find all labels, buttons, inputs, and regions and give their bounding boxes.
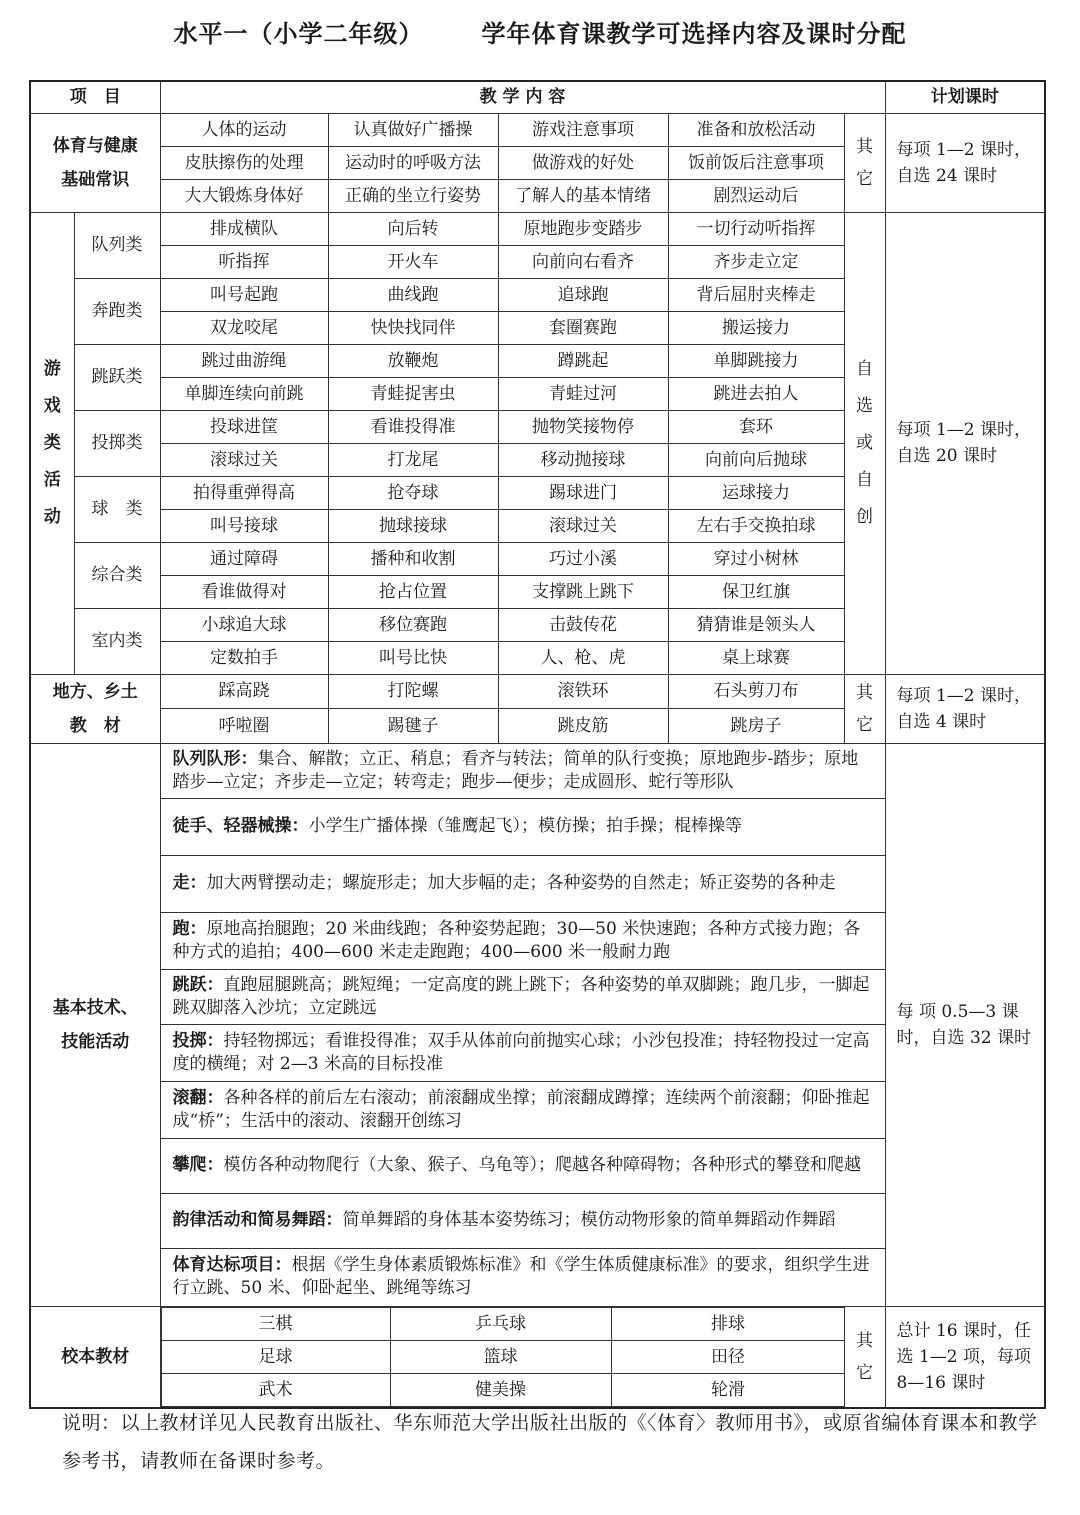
content-cell: 快快找同伴 <box>328 311 498 344</box>
content-cell: 向后转 <box>328 212 498 245</box>
content-cell: 呼啦圈 <box>160 709 328 744</box>
content-cell: 套环 <box>668 410 844 443</box>
category-health <box>30 113 160 212</box>
planned-hours <box>885 113 1045 212</box>
content-cell: 踢毽子 <box>328 709 498 744</box>
skill-item <box>160 1024 885 1081</box>
content-cell: 抢夺球 <box>328 476 498 509</box>
subcategory: 综合类 <box>74 542 160 608</box>
content-cell: 击鼓传花 <box>498 608 668 641</box>
skill-text: 持轻物掷远；看谁投得准；双手从体前向前抛实心球；小沙包投准；持轻物投过一定高度的横绳；对 2—3 米高的目标投准 <box>172 1030 870 1074</box>
content-cell: 齐步走立定 <box>668 245 844 278</box>
content-cell: 向前向后抛球 <box>668 443 844 476</box>
content-cell: 跳房子 <box>668 709 844 744</box>
school-subtable <box>161 1307 845 1407</box>
content-cell: 猜猜谁是领头人 <box>668 608 844 641</box>
header-content: 教 学 内 容 <box>160 81 885 113</box>
cell-line: 每项 1—2 课时， <box>896 139 1031 160</box>
header-row <box>30 81 1045 113</box>
content-cell: 蹲跳起 <box>498 344 668 377</box>
content-cell: 排成横队 <box>160 212 328 245</box>
skill-text: 加大两臂摆动走；螺旋形走；加大步幅的走；各种姿势的自然走；矫正姿势的各种走 <box>206 873 836 893</box>
cell-line: 时，自选 32 课时 <box>896 1027 1031 1048</box>
content-cell: 移位赛跑 <box>328 608 498 641</box>
content-cell: 打龙尾 <box>328 443 498 476</box>
content-cell: 滚球过关 <box>498 509 668 542</box>
content-cell: 抢占位置 <box>328 575 498 608</box>
skill-item <box>160 798 885 855</box>
skill-label: 走： <box>172 873 207 893</box>
cell-line: 创 <box>856 506 874 527</box>
skill-item <box>160 1081 885 1138</box>
cell-line: 游 <box>43 358 61 379</box>
cell-line: 地方、乡土 <box>52 681 138 702</box>
content-cell: 通过障碍 <box>160 542 328 575</box>
subcategory: 队列类 <box>74 212 160 278</box>
cell-line: 动 <box>43 506 61 527</box>
content-cell: 定数拍手 <box>160 641 328 674</box>
cell-line: 技能活动 <box>61 1031 130 1052</box>
cell-line: 基本技术、 <box>52 997 138 1018</box>
content-cell: 武术 <box>161 1373 390 1406</box>
skill-item <box>160 912 885 969</box>
cell-line: 自 <box>856 469 874 490</box>
header-hours: 计划课时 <box>885 81 1045 113</box>
table-row <box>161 1340 844 1373</box>
content-cell: 放鞭炮 <box>328 344 498 377</box>
table-row <box>30 743 1045 798</box>
skill-text: 原地高抬腿跑；20 米曲线跑；各种姿势起跑；30—50 米快速跑；各种方式接力跑；各种方式的追拍；400—600 米走走跑跑；400—600 米一般耐力跑 <box>172 918 861 962</box>
content-cell: 开火车 <box>328 245 498 278</box>
skill-item <box>160 743 885 798</box>
content-cell: 支撑跳上跳下 <box>498 575 668 608</box>
category-local <box>30 674 160 743</box>
content-cell: 跳进去拍人 <box>668 377 844 410</box>
content-cell: 双龙咬尾 <box>160 311 328 344</box>
content-cell: 保卫红旗 <box>668 575 844 608</box>
content-cell: 巧过小溪 <box>498 542 668 575</box>
skill-text: 直跑屈腿跳高；跳短绳；一定高度的跳上跳下；各种姿势的单双脚跳；跑几步，一脚起跳双脚落入沙坑；立定跳远 <box>172 974 870 1018</box>
content-cell: 看谁投得准 <box>328 410 498 443</box>
content-cell: 移动抛接球 <box>498 443 668 476</box>
cell-line: 自 <box>856 358 874 379</box>
planned-hours <box>885 674 1045 743</box>
page-title <box>0 14 1080 49</box>
skill-item <box>160 969 885 1024</box>
content-cell: 滚球过关 <box>160 443 328 476</box>
title-level: 水平一（小学二年级） <box>173 20 424 48</box>
content-cell: 饭前饭后注意事项 <box>668 146 844 179</box>
content-cell: 准备和放松活动 <box>668 113 844 146</box>
content-cell: 大大锻炼身体好 <box>160 179 328 212</box>
skill-label: 跑： <box>172 918 207 939</box>
category-games <box>30 212 74 674</box>
content-cell: 认真做好广播操 <box>328 113 498 146</box>
cell-line: 其 <box>856 1330 874 1351</box>
cell-line: 自选 24 课时 <box>896 165 997 186</box>
skill-text: 简单舞蹈的身体基本姿势练习；模仿动物形象的简单舞蹈动作舞蹈 <box>342 1210 836 1230</box>
skill-label: 韵律活动和简易舞蹈： <box>172 1210 343 1230</box>
skill-label: 攀爬： <box>172 1155 224 1175</box>
school-grid <box>160 1306 844 1408</box>
cell-line: 每项 1—2 课时， <box>896 420 1031 440</box>
cell-line: 总计 16 课时，任 <box>896 1320 1031 1341</box>
cell-line: 戏 <box>43 395 61 416</box>
content-cell: 跳皮筋 <box>498 709 668 744</box>
content-cell: 正确的坐立行姿势 <box>328 179 498 212</box>
content-cell: 原地跑步变踏步 <box>498 212 668 245</box>
table-row <box>30 212 1045 245</box>
content-cell: 抛物笑接物停 <box>498 410 668 443</box>
content-cell: 听指挥 <box>160 245 328 278</box>
category-skills <box>30 743 160 1306</box>
content-cell: 乒乓球 <box>390 1307 611 1340</box>
content-cell: 追球跑 <box>498 278 668 311</box>
content-cell: 了解人的基本情绪 <box>498 179 668 212</box>
skill-label: 跳跃： <box>172 974 224 995</box>
content-cell: 抛球接球 <box>328 509 498 542</box>
cell-line: 或 <box>856 432 874 453</box>
cell-line: 类 <box>43 432 61 453</box>
cell-line: 活 <box>43 469 61 490</box>
cell-line: 基础常识 <box>61 169 130 190</box>
cell-line: 自选 4 课时 <box>896 711 987 732</box>
skill-text: 根据《学生身体素质锻炼标准》和《学生体质健康标准》的要求，组织学生进行立跳、50 米、仰卧起坐、跳绳等练习 <box>172 1255 870 1298</box>
subcategory: 投掷类 <box>74 410 160 476</box>
content-cell: 运球接力 <box>668 476 844 509</box>
other-label <box>844 674 885 743</box>
content-cell: 皮肤擦伤的处理 <box>160 146 328 179</box>
skill-label: 徒手、轻器械操： <box>172 816 309 836</box>
content-cell: 穿过小树林 <box>668 542 844 575</box>
skill-label: 体育达标项目： <box>172 1255 292 1275</box>
content-cell: 踩高跷 <box>160 674 328 709</box>
content-cell: 左右手交换拍球 <box>668 509 844 542</box>
content-cell: 投球进筐 <box>160 410 328 443</box>
cell-line: 它 <box>856 168 874 189</box>
cell-line: 它 <box>856 714 874 735</box>
skill-label: 滚翻： <box>172 1087 224 1108</box>
content-cell: 背后屈肘夹棒走 <box>668 278 844 311</box>
content-cell: 田径 <box>611 1340 844 1373</box>
subcategory: 奔跑类 <box>74 278 160 344</box>
cell-line: 8—16 课时 <box>896 1372 986 1393</box>
cell-line: 体育与健康 <box>52 135 138 156</box>
content-cell: 剧烈运动后 <box>668 179 844 212</box>
cell-line: 每项 1—2 课时， <box>896 685 1031 706</box>
content-cell: 看谁做得对 <box>160 575 328 608</box>
content-cell: 单脚连续向前跳 <box>160 377 328 410</box>
table-row <box>30 1306 1045 1340</box>
content-cell: 叫号接球 <box>160 509 328 542</box>
skill-item <box>160 1193 885 1248</box>
content-cell: 运动时的呼吸方法 <box>328 146 498 179</box>
content-cell: 桌上球赛 <box>668 641 844 674</box>
other-label <box>844 113 885 212</box>
content-cell: 石头剪刀布 <box>668 674 844 709</box>
other-label <box>844 212 885 674</box>
content-cell: 足球 <box>161 1340 390 1373</box>
header-item: 项 目 <box>30 81 160 113</box>
skill-text: 集合、解散；立正、稍息；看齐与转法；简单的队行变换；原地跑步-踏步；原地踏步—立定；齐步走—立定；转弯走；跑步—便步；走成圆形、蛇行等形队 <box>172 748 859 792</box>
content-cell: 滚铁环 <box>498 674 668 709</box>
content-cell: 做游戏的好处 <box>498 146 668 179</box>
content-cell: 单脚跳接力 <box>668 344 844 377</box>
content-cell: 踢球进门 <box>498 476 668 509</box>
planned-hours <box>885 212 1045 674</box>
cell-line: 自选 20 课时 <box>896 446 997 466</box>
footnote: 说明：以上教材详见人民教育出版社、华东师范大学出版社出版的《〈体育〉教师用书》，或原省编体育课本和教学参考书，请教师在备课时参考。 <box>62 1412 1038 1472</box>
content-cell: 篮球 <box>390 1340 611 1373</box>
table-row <box>30 674 1045 709</box>
skill-item <box>160 855 885 912</box>
content-cell: 打陀螺 <box>328 674 498 709</box>
cell-line: 教 材 <box>69 715 121 736</box>
content-cell: 轮滑 <box>611 1373 844 1406</box>
content-cell: 人、枪、虎 <box>498 641 668 674</box>
content-cell: 健美操 <box>390 1373 611 1406</box>
content-cell: 搬运接力 <box>668 311 844 344</box>
content-cell: 一切行动听指挥 <box>668 212 844 245</box>
content-cell: 跳过曲游绳 <box>160 344 328 377</box>
other-label <box>844 1306 885 1408</box>
subcategory: 跳跃类 <box>74 344 160 410</box>
skill-item <box>160 1248 885 1306</box>
content-cell: 三棋 <box>161 1307 390 1340</box>
content-cell: 向前向右看齐 <box>498 245 668 278</box>
content-cell: 叫号比快 <box>328 641 498 674</box>
content-cell: 套圈赛跑 <box>498 311 668 344</box>
skill-label: 投掷： <box>172 1030 224 1051</box>
skill-text: 各种各样的前后左右滚动；前滚翻成坐撑；前滚翻成蹲撑；连续两个前滚翻；仰卧推起成“桥”；生活中的滚动、滚翻开创练习 <box>172 1087 870 1131</box>
skill-text: 小学生广播体操（雏鹰起飞）；模仿操；拍手操；棍棒操等 <box>308 816 742 836</box>
curriculum-table <box>29 80 1046 1409</box>
content-cell: 青蛙捉害虫 <box>328 377 498 410</box>
cell-line: 选 1—2 项，每项 <box>896 1346 1031 1367</box>
cell-line: 其 <box>856 682 874 703</box>
cell-line: 其 <box>856 136 874 157</box>
content-cell: 拍得重弹得高 <box>160 476 328 509</box>
cell-line: 选 <box>856 395 874 416</box>
content-cell: 播种和收割 <box>328 542 498 575</box>
cell-line: 它 <box>856 1362 874 1383</box>
table-row <box>161 1373 844 1406</box>
category-school: 校本教材 <box>30 1306 160 1408</box>
content-cell: 叫号起跑 <box>160 278 328 311</box>
content-cell: 游戏注意事项 <box>498 113 668 146</box>
planned-hours <box>885 743 1045 1306</box>
subcategory: 球 类 <box>74 476 160 542</box>
content-cell: 排球 <box>611 1307 844 1340</box>
content-cell: 青蛙过河 <box>498 377 668 410</box>
skill-label: 队列队形： <box>172 748 258 769</box>
title-main: 学年体育课教学可选择内容及课时分配 <box>481 20 907 48</box>
subcategory: 室内类 <box>74 608 160 674</box>
skill-item <box>160 1138 885 1193</box>
skill-text: 模仿各种动物爬行（大象、猴子、乌龟等）；爬越各种障碍物；各种形式的攀登和爬越 <box>223 1155 861 1175</box>
table-row <box>161 1307 844 1340</box>
cell-line: 每 项 0.5—3 课 <box>896 1001 1019 1022</box>
planned-hours <box>885 1306 1045 1408</box>
table-row <box>30 113 1045 146</box>
content-cell: 人体的运动 <box>160 113 328 146</box>
content-cell: 曲线跑 <box>328 278 498 311</box>
content-cell: 小球追大球 <box>160 608 328 641</box>
